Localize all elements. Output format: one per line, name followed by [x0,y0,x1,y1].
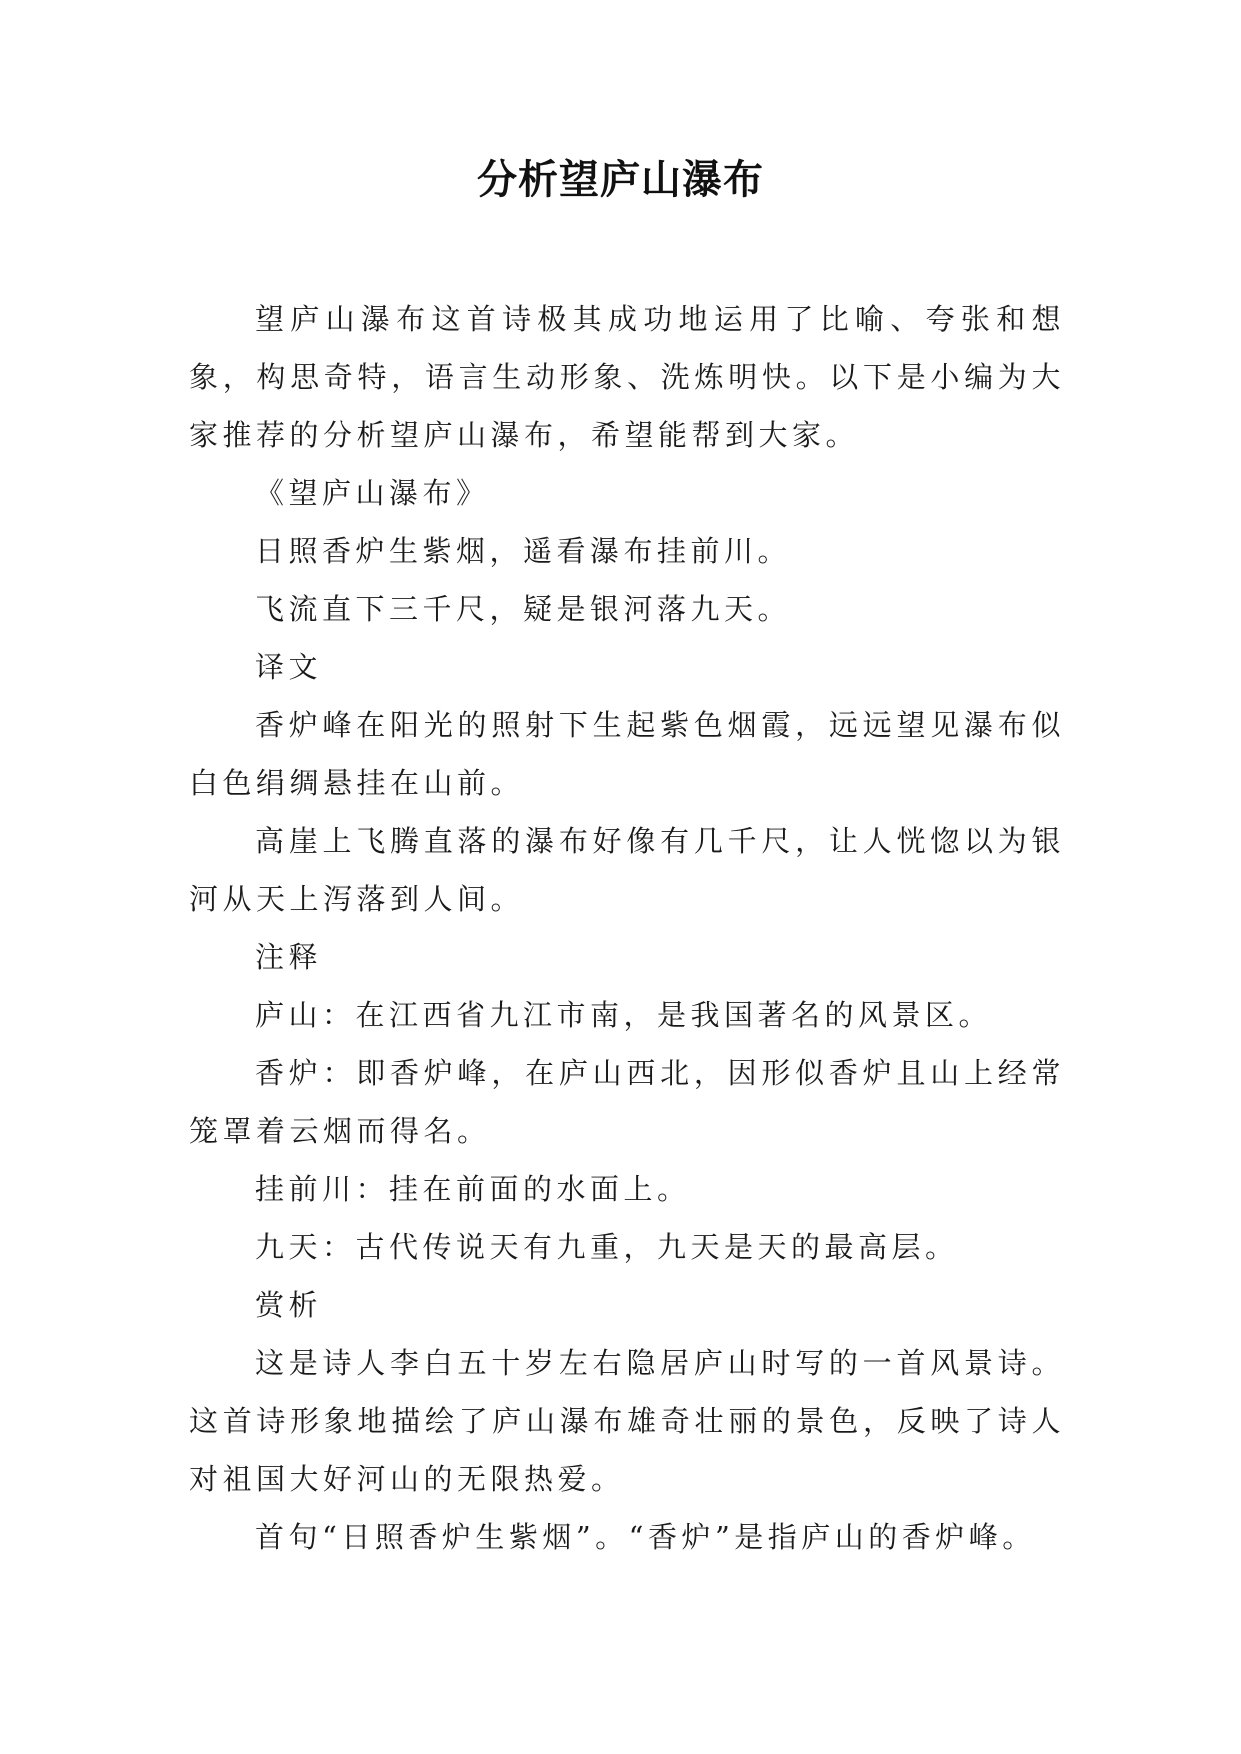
document-title: 分析望庐山瀑布 [477,157,764,203]
poem-title: 《望庐山瀑布》 [255,476,490,510]
note-guaqianchuan: 挂前川：挂在前面的水面上。 [255,1172,691,1206]
note-xianglu: 香炉：即香炉峰，在庐山西北，因形似香炉且山上经常笼罩着云烟而得名。 [189,1056,1065,1148]
section-heading-notes: 注释 [255,940,323,974]
translation-paragraph-2: 高崖上飞腾直落的瀑布好像有几千尺，让人恍惚以为银河从天上泻落到人间。 [189,824,1065,916]
document-body [189,290,1065,1566]
intro-paragraph: 望庐山瀑布这首诗极其成功地运用了比喻、夸张和想象，构思奇特，语言生动形象、洗炼明快。以下是小编为大家推荐的分析望庐山瀑布，希望能帮到大家。 [189,302,1065,452]
note-jiutian: 九天：古代传说天有九重，九天是天的最高层。 [255,1230,959,1264]
poem-line-2: 飞流直下三千尺，疑是银河落九天。 [255,592,792,626]
poem-line-1: 日照香炉生紫烟，遥看瀑布挂前川。 [255,534,792,568]
section-heading-appreciation: 赏析 [255,1288,323,1322]
section-heading-translation: 译文 [255,650,323,684]
appreciation-paragraph-2: 首句“日照香炉生紫烟”。“香炉”是指庐山的香炉峰。 [255,1520,1036,1554]
note-lushan: 庐山：在江西省九江市南，是我国著名的风景区。 [255,998,993,1032]
appreciation-paragraph-1: 这是诗人李白五十岁左右隐居庐山时写的一首风景诗。这首诗形象地描绘了庐山瀑布雄奇壮丽的景色，反映了诗人对祖国大好河山的无限热爱。 [189,1346,1065,1496]
translation-paragraph-1: 香炉峰在阳光的照射下生起紫色烟霞，远远望见瀑布似白色绢绸悬挂在山前。 [189,708,1065,800]
